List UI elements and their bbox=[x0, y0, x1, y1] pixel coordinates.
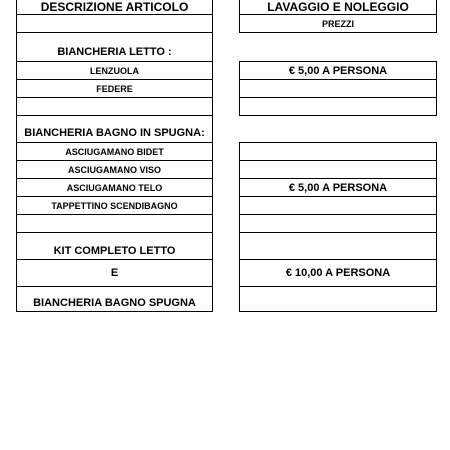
price-biancheria-letto: € 5,00 A PERSONA bbox=[239, 61, 437, 80]
left-row-lenzuola: LENZUOLA bbox=[16, 61, 213, 80]
left-row-empty-1 bbox=[16, 14, 213, 33]
left-row-empty-2 bbox=[16, 97, 213, 116]
right-row-empty-8 bbox=[239, 286, 437, 312]
header-prezzi: PREZZI bbox=[239, 14, 437, 33]
left-row-empty-3 bbox=[16, 214, 213, 233]
right-row-empty-1 bbox=[239, 79, 437, 98]
left-row-e: E bbox=[16, 259, 213, 287]
right-row-empty-7 bbox=[239, 232, 437, 260]
right-row-empty-4 bbox=[239, 160, 437, 179]
left-row-biancheria-bagno-spugna: BIANCHERIA BAGNO SPUGNA bbox=[16, 286, 213, 312]
price-kit-completo: € 10,00 A PERSONA bbox=[239, 259, 437, 287]
left-row-asciugamano-viso: ASCIUGAMANO VISO bbox=[16, 160, 213, 179]
right-row-empty-2 bbox=[239, 97, 437, 116]
left-row-asciugamano-bidet: ASCIUGAMANO BIDET bbox=[16, 142, 213, 161]
right-row-empty-5 bbox=[239, 196, 437, 215]
header-descrizione-articolo: DESCRIZIONE ARTICOLO bbox=[16, 0, 213, 15]
left-row-tappettino-scendibagno: TAPPETTINO SCENDIBAGNO bbox=[16, 196, 213, 215]
price-biancheria-bagno: € 5,00 A PERSONA bbox=[239, 178, 437, 197]
left-row-asciugamano-telo: ASCIUGAMANO TELO bbox=[16, 178, 213, 197]
left-row-kit-completo-letto: KIT COMPLETO LETTO bbox=[16, 232, 213, 260]
left-row-biancheria-bagno: BIANCHERIA BAGNO IN SPUGNA: bbox=[16, 115, 213, 143]
left-row-biancheria-letto: BIANCHERIA LETTO : bbox=[16, 32, 213, 62]
left-row-federe: FEDERE bbox=[16, 79, 213, 98]
right-row-empty-6 bbox=[239, 214, 437, 233]
header-lavaggio-noleggio: LAVAGGIO E NOLEGGIO bbox=[239, 0, 437, 15]
right-row-empty-3 bbox=[239, 142, 437, 161]
